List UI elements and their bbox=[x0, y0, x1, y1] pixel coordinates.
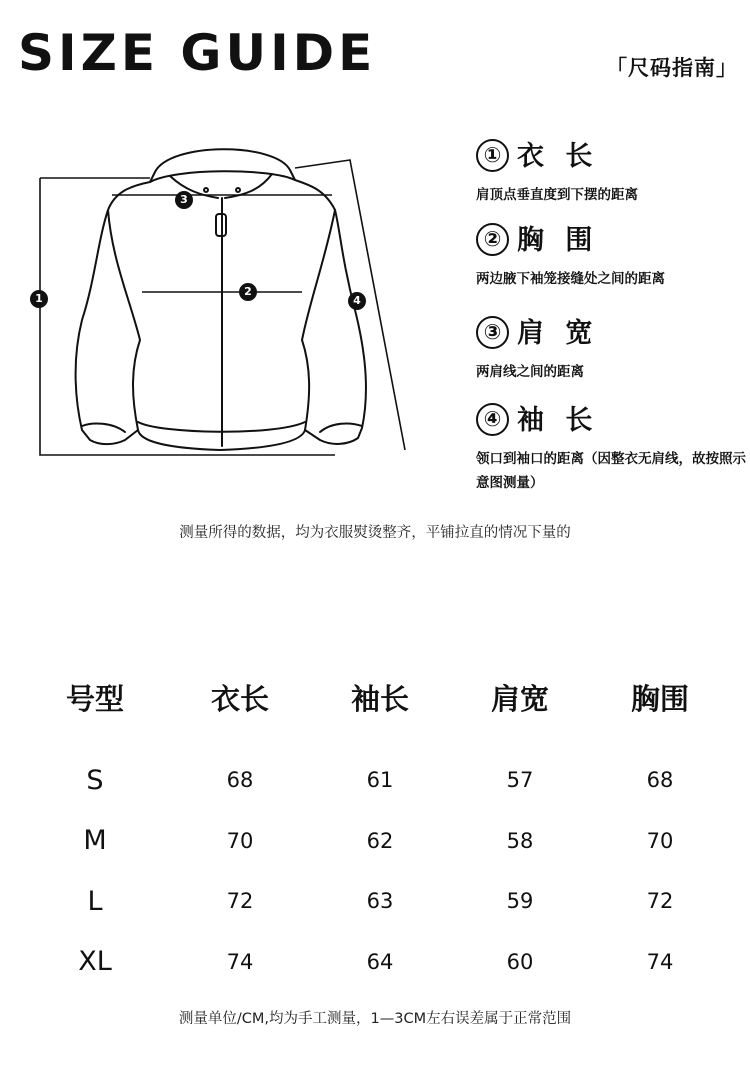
legend-item-sleeve bbox=[476, 398, 746, 495]
marker-3: 3 bbox=[175, 191, 193, 209]
sleeve-cell: 64 bbox=[366, 949, 394, 974]
spacer bbox=[20, 722, 730, 750]
chest-cell: 74 bbox=[646, 949, 674, 974]
marker-2: 2 bbox=[239, 283, 257, 301]
column-header-chest: 胸围 bbox=[630, 681, 689, 716]
measurement-note: 测量所得的数据，均为衣服熨烫整齐，平铺拉直的情况下量的 bbox=[179, 525, 571, 541]
table-row bbox=[20, 750, 730, 811]
length-cell: 74 bbox=[226, 949, 254, 974]
chest-cell: 68 bbox=[646, 768, 674, 793]
legend-title-text: 肩 宽 bbox=[517, 318, 599, 349]
page-subtitle: 「尺码指南」 bbox=[606, 56, 738, 80]
table-row bbox=[20, 932, 730, 993]
chest-cell: 72 bbox=[646, 889, 674, 914]
legend-desc: 肩顶点垂直度到下摆的距离 bbox=[476, 187, 638, 203]
legend-title bbox=[476, 134, 746, 173]
column-header-sleeve: 袖长 bbox=[350, 681, 409, 716]
size-cell: XL bbox=[78, 946, 112, 978]
length-cell: 70 bbox=[226, 828, 254, 853]
column-header-shoulder: 肩宽 bbox=[490, 681, 549, 716]
table-row bbox=[20, 871, 730, 932]
shoulder-cell: 58 bbox=[506, 828, 534, 853]
legend-title bbox=[476, 398, 746, 437]
circle-number-icon: ④ bbox=[476, 403, 509, 436]
legend-desc: 两肩线之间的距离 bbox=[476, 364, 584, 380]
legend-desc: 领口到袖口的距离（因整衣无肩线，故按照示意图测量） bbox=[476, 451, 746, 491]
legend-item-shoulder bbox=[476, 311, 746, 384]
circle-number-icon: ② bbox=[476, 223, 509, 256]
column-header-size: 号型 bbox=[65, 681, 124, 716]
length-cell: 72 bbox=[226, 889, 254, 914]
legend-title-text: 袖 长 bbox=[517, 405, 599, 436]
size-cell: S bbox=[86, 764, 104, 796]
circle-number-icon: ③ bbox=[476, 316, 509, 349]
page-title: SIZE GUIDE bbox=[18, 24, 377, 82]
shoulder-cell: 57 bbox=[506, 768, 534, 793]
legend-title-text: 胸 围 bbox=[517, 225, 599, 256]
unit-note: 测量单位/CM,均为手工测量，1—3CM左右误差属于正常范围 bbox=[178, 1011, 572, 1027]
hoodie-diagram bbox=[20, 140, 440, 470]
chest-cell: 70 bbox=[646, 828, 674, 853]
sleeve-cell: 63 bbox=[366, 889, 394, 914]
legend-item-chest bbox=[476, 218, 746, 291]
size-table bbox=[20, 672, 730, 992]
legend-title bbox=[476, 311, 746, 350]
hoodie-outline-icon bbox=[20, 140, 440, 470]
marker-1: 1 bbox=[30, 290, 48, 308]
column-header-length: 衣长 bbox=[210, 681, 269, 716]
sleeve-cell: 61 bbox=[366, 768, 394, 793]
sleeve-cell: 62 bbox=[366, 828, 394, 853]
size-cell: L bbox=[87, 885, 103, 917]
shoulder-cell: 59 bbox=[506, 889, 534, 914]
length-cell: 68 bbox=[226, 768, 254, 793]
size-cell: M bbox=[83, 825, 107, 857]
legend-title-text: 衣 长 bbox=[517, 141, 599, 172]
legend-item-length bbox=[476, 134, 746, 207]
shoulder-cell: 60 bbox=[506, 949, 534, 974]
legend-desc: 两边腋下袖笼接缝处之间的距离 bbox=[476, 271, 665, 287]
table-header-row bbox=[20, 672, 730, 722]
marker-4: 4 bbox=[348, 292, 366, 310]
circle-number-icon: ① bbox=[476, 139, 509, 172]
table-row bbox=[20, 811, 730, 872]
legend-title bbox=[476, 218, 746, 257]
